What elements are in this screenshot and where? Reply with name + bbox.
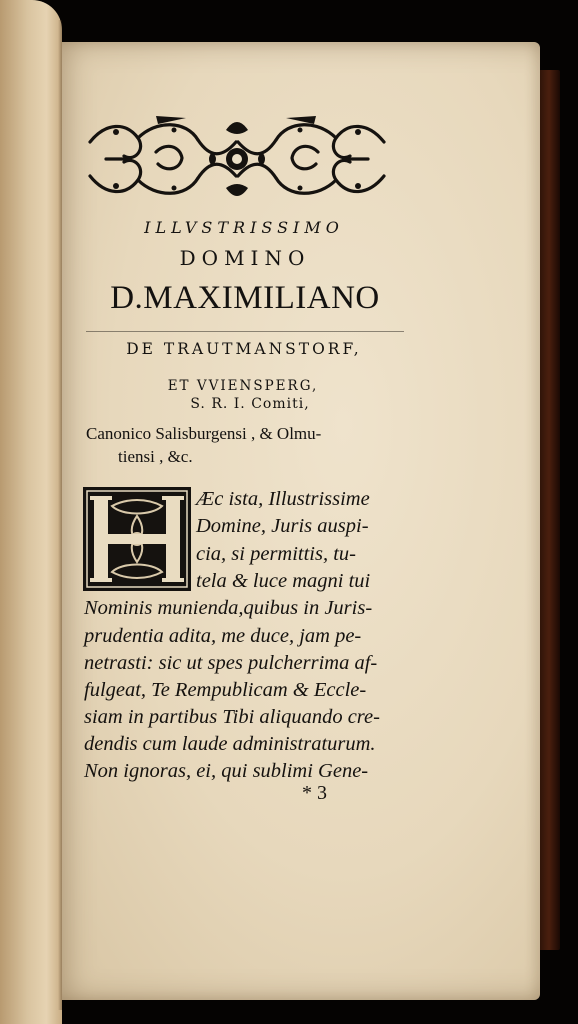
body-line-2: Domine, Juris auspi- <box>196 515 369 537</box>
book-cover-edge <box>538 70 560 950</box>
decorated-initial <box>82 486 192 592</box>
body-line-5: Nominis munienda,quibus in Juris- <box>84 597 373 619</box>
left-page <box>0 0 62 1024</box>
signature-mark: * 3 <box>302 782 327 804</box>
body-line-8: fulgeat, Te Rempublicam & Eccle- <box>84 679 367 701</box>
body-line-1: Æc ista, Illustrissime <box>196 488 370 510</box>
dedication-line-wiensperg: ET VVIENSPERG, <box>167 378 319 394</box>
dedication-name: D.MAXIMILIANO <box>110 280 380 316</box>
headpiece-ornament <box>86 112 388 206</box>
dedication-line-trautmanstorf: DE TRAUTMANSTORF, <box>126 340 362 358</box>
body-line-6: prudentia adita, me duce, jam pe- <box>84 625 362 647</box>
dedication-line-tiensi: tiensi , &c. <box>118 447 193 466</box>
dedication-line-domino: DOMINO <box>179 246 311 270</box>
dedication-line-comiti: S. R. I. Comiti, <box>190 396 310 412</box>
dedication-line-canonico: Canonico Salisburgensi , & Olmu- <box>86 424 322 443</box>
body-line-10: dendis cum laude administraturum. <box>84 733 376 755</box>
dedication-line-illustrissimo: ILLVSTRISSIMO <box>144 218 344 237</box>
body-line-3: cia, si permittis, tu- <box>196 543 357 565</box>
body-line-7: netrasti: sic ut spes pulcherrima af- <box>84 652 378 674</box>
body-line-4: tela & luce magni tui <box>196 570 371 592</box>
body-line-11: Non ignoras, ei, qui sublimi Gene- <box>84 760 369 782</box>
title-rule <box>86 331 404 332</box>
body-line-9: siam in partibus Tibi aliquando cre- <box>84 706 380 728</box>
